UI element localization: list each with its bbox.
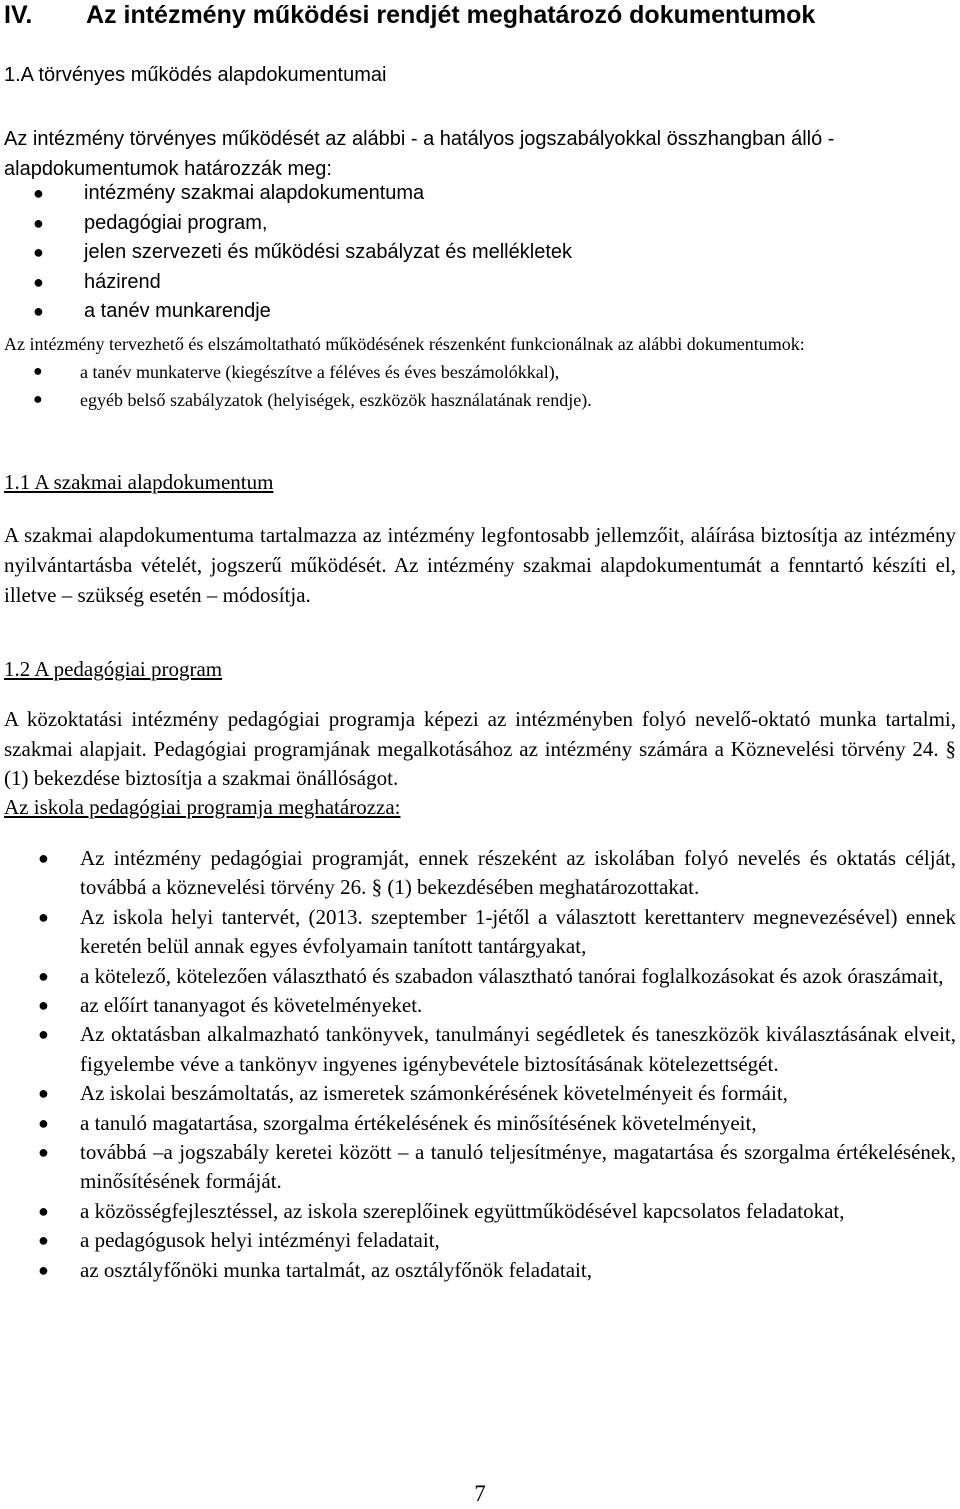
bullet-icon: ● [33, 212, 44, 233]
bullet-icon: ● [38, 1112, 49, 1133]
list-item: ● a közösségfejlesztéssel, az iskola szereplőinek együttműködésével kapcsolatos feladatokat, [80, 1197, 956, 1226]
list-item: ● pedagógiai program, [84, 209, 954, 239]
list-item: ● Az intézmény pedagógiai programját, ennek részeként az iskolában folyó nevelés és oktatás célját, továbbá a köznevelési törvény 26. § (1) bekezdésében meghatározottakat. [38, 846, 956, 900]
bullet-icon: ● [38, 1083, 49, 1104]
list-item: ● jelen szervezeti és működési szabályzat és mellékletek [84, 238, 954, 268]
list-item: ● intézmény szakmai alapdokumentuma [84, 179, 954, 209]
list-item: ● egyéb belső szabályzatok (helyiségek, eszközök használatának rendje). [80, 386, 950, 414]
bullet-icon: ● [33, 391, 43, 408]
bullet-icon: ● [38, 906, 49, 927]
chapter-title: Az intézmény működési rendjét meghatározó dokumentumok [86, 1, 816, 29]
section-1-2-text: A közoktatási intézmény pedagógiai programja képezi az intézményben folyó nevelő-oktató munka tartalmi, szakmai alapjait. Pedagógiai programjának megalkotásához az intézmény számára a Köznevelési törvény 24. § (1) bekezdése biztosítja a szakmai önállóságot. [4, 707, 956, 790]
section-1-title: 1.A törvényes működés alapdokumentumai [4, 64, 387, 86]
bullet-icon: ● [38, 1200, 49, 1221]
list-item: ● az osztályfőnöki munka tartalmát, az osztályfőnök feladatait, [80, 1256, 956, 1285]
section-1-2-title: 1.2 A pedagógiai program [4, 657, 223, 681]
bullet-icon: ● [38, 1142, 49, 1163]
section-1-intro-2: Az intézmény tervezhető és elszámoltatható működésének részenként funkcionálnak az alábbi dokumentumok: [4, 334, 805, 354]
additional-documents-list [33, 358, 950, 414]
basic-documents-list [33, 179, 954, 327]
chapter-number: IV. [4, 1, 33, 29]
bullet-icon: ● [38, 1259, 49, 1280]
bullet-icon: ● [33, 363, 43, 380]
list-item: ● továbbá –a jogszabály keretei között – a tanuló teljesítménye, magatartása és szorgalma értékelésének, minősítésének formáját. [38, 1140, 956, 1194]
list-item: ● a tanév munkarendje [84, 297, 954, 327]
bullet-icon: ● [33, 271, 44, 292]
list-item: ● a tanuló magatartása, szorgalma értékelésének és minősítésének követelményeit, [80, 1109, 956, 1138]
bullet-icon: ● [33, 301, 44, 321]
list-item: ● az előírt tananyagot és követelményeket. [80, 991, 956, 1020]
bullet-icon: ● [38, 1230, 49, 1251]
section-1-2-subtitle: Az iskola pedagógiai programja meghatározza: [4, 795, 401, 819]
list-item: ● a pedagógusok helyi intézményi feladatait, [80, 1226, 956, 1255]
section-1-1-text: A szakmai alapdokumentuma tartalmazza az intézmény legfontosabb jellemzőit, aláírása biztosítja az intézmény nyilvántartásba vételét, jogszerű működését. Az intézmény szakmai alapdokumentumát a fenntartó készíti el, illetve – szükség esetén – módosítja. [4, 523, 956, 607]
list-item: ● Az iskola helyi tantervét, (2013. szeptember 1-jétől a választott kerettanterv megnevezésével) ennek keretén belül annak egyes évfolyamain tanított tantárgyakat, [38, 904, 956, 959]
program-contents-list [38, 844, 956, 1285]
bullet-icon: ● [33, 183, 44, 203]
bullet-icon: ● [38, 965, 49, 986]
bullet-icon: ● [38, 848, 49, 868]
list-item: ● a kötelező, kötelezően választható és szabadon választható tanórai foglalkozásokat és azok óraszámait, [80, 962, 956, 991]
chapter-heading [4, 0, 815, 30]
bullet-icon: ● [33, 242, 44, 262]
list-item: ● házirend [84, 268, 954, 298]
list-item: ● Az iskolai beszámoltatás, az ismeretek számonkérésének követelményeit és formáit, [80, 1079, 956, 1108]
section-1-intro: Az intézmény törvényes működését az alábbi - a hatályos jogszabályokkal összhangban álló - alapdokumentumok határozzák meg: [4, 128, 835, 180]
bullet-icon: ● [38, 995, 49, 1016]
page-number: 7 [474, 1481, 486, 1506]
list-item: ● a tanév munkaterve (kiegészítve a féléves és éves beszámolókkal), [80, 358, 950, 386]
bullet-icon: ● [38, 1024, 49, 1045]
section-1-1-title: 1.1 A szakmai alapdokumentum [4, 470, 274, 494]
list-item: ● Az oktatásban alkalmazható tankönyvek, tanulmányi segédletek és taneszközök kiválasztásának elveit, figyelembe véve a tankönyv ingyenes igénybevétele biztosításának kötelezettségét. [38, 1022, 956, 1076]
